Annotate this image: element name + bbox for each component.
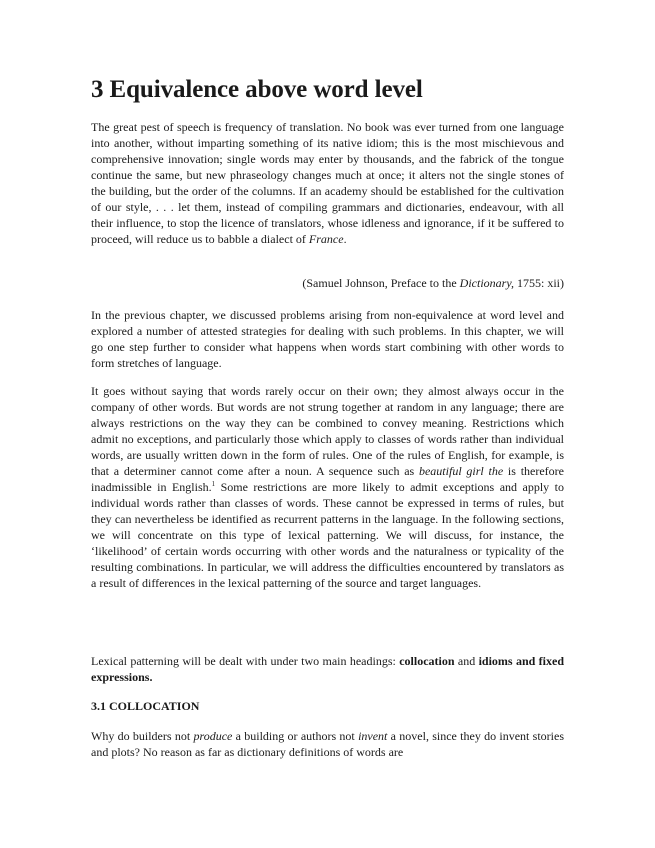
attribution-pre: (Samuel Johnson, Preface to the [302,276,460,290]
paragraph-collocation [91,728,564,760]
epigraph-quote [91,119,564,247]
para2-part-b: is therefore inadmissible in English. [91,464,564,494]
para3-part-b: and [454,654,479,668]
section-heading: 3.1 COLLOCATION [91,699,200,713]
chapter-title: 3 Equivalence above word level [91,76,423,103]
epigraph-attribution [91,275,564,291]
para4-part-a: Why do builders not [91,729,194,743]
epigraph-text: The great pest of speech is frequency of translation. No book was ever turned from one language into another, without imparting something of its native idiom; this is the most mischievous and comprehensive innovation; single words may enter by thousands, and the fabrick of the tongue continue the same, but new phraseology changes much at once; it alters not the single stones of the building, but the order of the columns. If an academy should be established for the cultivation of our style, . . . let them, instead of compiling grammars and dictionaries, endeavour, with all their influence, to stop the licence of translators, whose idleness and ignorance, if it be suffered to proceed, will reduce us to babble a dialect of [91,120,564,246]
paragraph-restrictions [91,383,564,591]
attribution-title: Dictionary, [459,276,514,290]
attribution-post: 1755: xii) [514,276,564,290]
footnote-ref[interactable]: 1 [211,480,216,488]
para4-italic-invent: invent [358,729,388,743]
paragraph-intro: In the previous chapter, we discussed problems arising from non-equivalence at word level and explored a number of attested strategies for dealing with such problems. In this chapter, we will go one step further to consider what happens when words start combining with other words to form stretches of language. [91,308,564,370]
para4-italic-produce: produce [193,729,233,743]
term-collocation: collocation [399,654,455,668]
epigraph-end: . [343,232,347,246]
para3-part-a: Lexical patterning will be dealt with under two main headings: [91,654,400,668]
para2-part-c: Some restrictions are more likely to admit exceptions and apply to individual words rather than classes of words. These cannot be expressed in terms of rules, but they can nevertheless be identified as recurrent patterns in the language. In the following sections, we will concentrate on this type of lexical patterning. We will discuss, for instance, the ‘likelihood’ of certain words occurring with other words and the naturalness or typicality of the resulting combinations. In particular, we will address the difficulties encountered by translators as a result of differences in the lexical patterning of the source and target languages. [91,480,564,590]
term-idioms: idioms and fixed expressions. [91,654,565,684]
paragraph-headings [91,653,564,685]
para4-part-c: a novel, since they do invent stories and plots? No reason as far as dictionary definitions of words are [91,729,565,759]
para4-part-b: a building or authors not [232,729,359,743]
epigraph-italic-france: France [308,232,344,246]
para2-example: beautiful girl the [418,464,504,478]
para2-part-a: It goes without saying that words rarely occur on their own; they almost always occur in the company of other words. But words are not strung together at random in any language; there are always restrictions on the way they can be combined to convey meaning. Restrictions which admit no exceptions, and particularly those which apply to classes of words rather than individual words, are usually written down in the form of rules. One of the rules of English, for example, is that a determiner cannot come after a noun. A sequence such as [91,384,564,478]
